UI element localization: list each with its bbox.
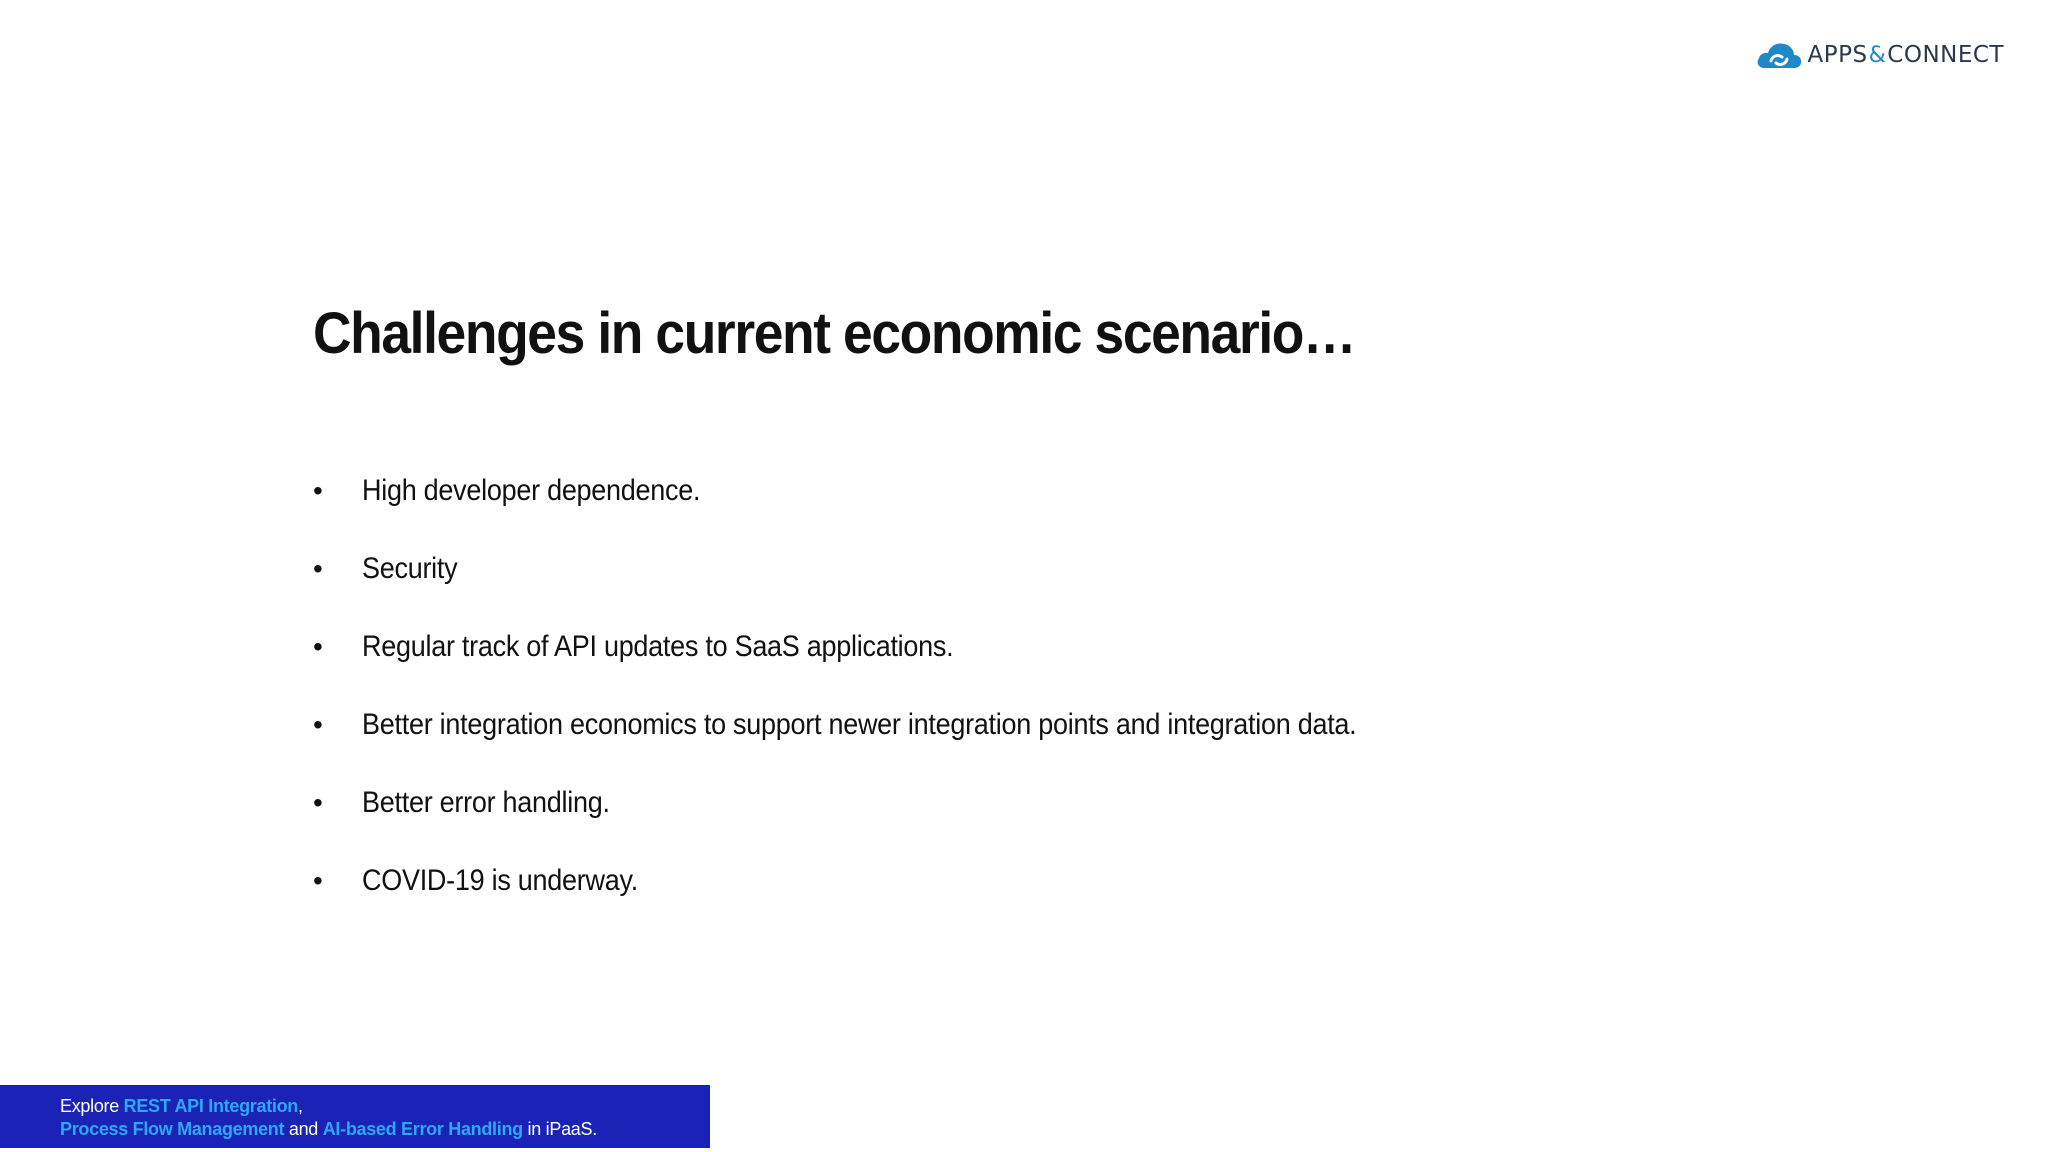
bullet-marker: • (313, 631, 323, 662)
logo-text-connect: CONNECT (1887, 42, 2004, 68)
rest-api-integration-link[interactable]: REST API Integration (123, 1096, 298, 1116)
banner-line-2 (60, 1118, 710, 1141)
bullet-item (313, 530, 1467, 608)
bullet-text: Better integration economics to support newer integration points and integration data. (362, 708, 1357, 741)
bullet-text: High developer dependence. (362, 474, 701, 507)
cloud-sync-icon (1756, 40, 1802, 70)
slide-title: Challenges in current economic scenario… (313, 301, 1355, 366)
logo-wordmark (1808, 42, 2004, 68)
bullet-text: Regular track of API updates to SaaS applications. (362, 630, 954, 663)
bullet-marker: • (313, 475, 323, 506)
logo-text-amp: & (1868, 43, 1887, 68)
process-flow-management-link[interactable]: Process Flow Management (60, 1119, 285, 1139)
bullet-text: Better error handling. (362, 786, 610, 819)
banner-line-1 (60, 1095, 710, 1118)
bullet-text: Security (362, 552, 458, 585)
banner-and-text: and (284, 1119, 323, 1139)
bullet-marker: • (313, 709, 323, 740)
bullet-item (313, 452, 1467, 530)
bullet-item (313, 764, 1467, 842)
bullet-item (313, 608, 1467, 686)
banner-explore-text: Explore (60, 1096, 124, 1116)
banner-comma: , (297, 1096, 303, 1116)
bullet-marker: • (313, 553, 323, 584)
bullet-list (313, 452, 1467, 920)
apps-connect-logo (1756, 40, 2004, 70)
banner-ipaas-text: in iPaaS. (522, 1119, 597, 1139)
bullet-marker: • (313, 865, 323, 896)
promo-banner (0, 1085, 710, 1148)
bullet-marker: • (313, 787, 323, 818)
ai-error-handling-link[interactable]: AI-based Error Handling (322, 1119, 523, 1139)
bullet-item (313, 842, 1467, 920)
bullet-item (313, 686, 1467, 764)
bullet-text: COVID-19 is underway. (362, 864, 638, 897)
logo-text-apps: APPS (1807, 42, 1868, 68)
